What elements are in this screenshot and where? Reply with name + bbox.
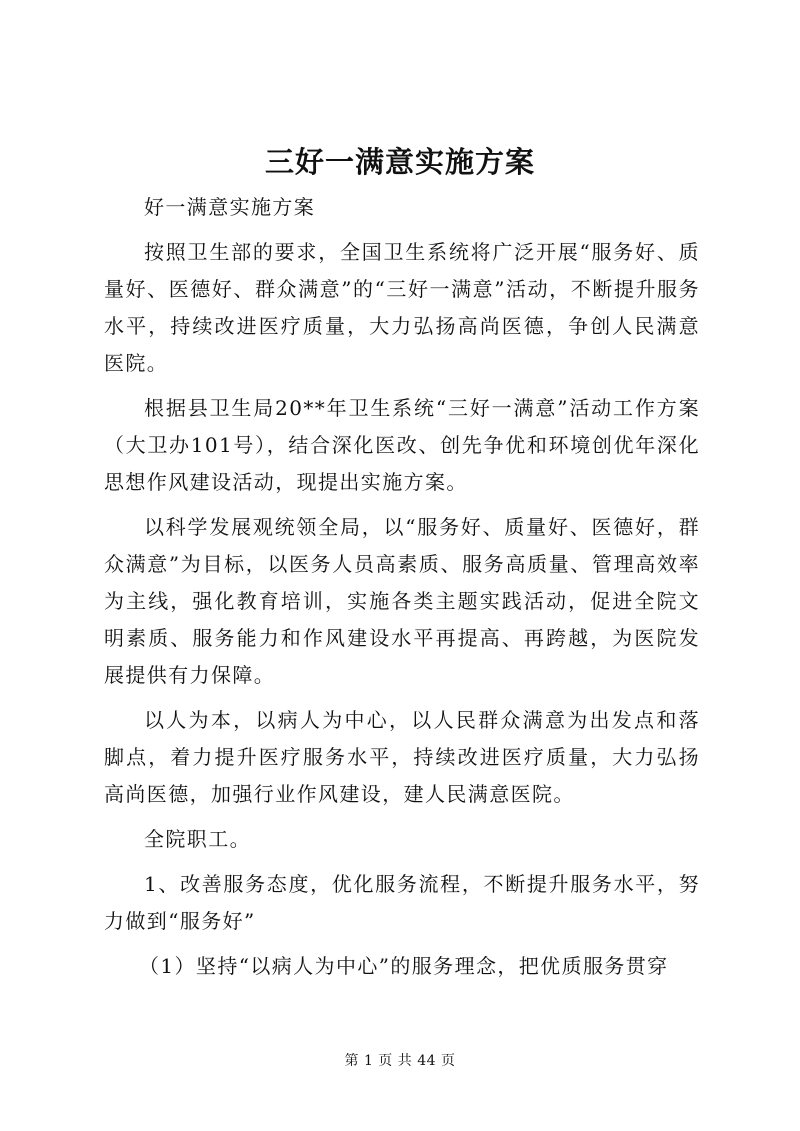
paragraph-item-1: 1、改善服务态度，优化服务流程，不断提升服务水平，努力做到“服务好” xyxy=(104,871,700,933)
document-body xyxy=(104,189,700,985)
paragraph-background: 按照卫生部的要求，全国卫生系统将广泛开展“服务好、质量好、医德好、群众满意”的“三好一满意”活动，不断提升服务水平，持续改进医疗质量，大力弘扬高尚医德，争创人民满意医院。 xyxy=(104,239,700,376)
paragraph-guiding-ideology: 以科学发展观统领全局，以“服务好、质量好、医德好，群众满意”为目标，以医务人员高素质、服务高质量、管理高效率为主线，强化教育培训，实施各类主题实践活动，促进全院文明素质、服务能力和作风建设水平再提高、再跨越，为医院发展提供有力保障。 xyxy=(104,514,700,688)
paragraph-scope: 全院职工。 xyxy=(144,826,251,851)
paragraph-principles: 以人为本，以病人为中心，以人民群众满意为出发点和落脚点，着力提升医疗服务水平，持续改进医疗质量，大力弘扬高尚医德，加强行业作风建设，建人民满意医院。 xyxy=(104,707,700,807)
paragraph-basis: 根据县卫生局20**年卫生系统“三好一满意”活动工作方案（大卫办101号），结合深化医改、创先争优和环境创优年深化思想作风建设活动，现提出实施方案。 xyxy=(104,395,700,495)
document-title: 三好一满意实施方案 xyxy=(264,145,535,179)
paragraph-item-1-1: （1）坚持“以病人为中心”的服务理念，把优质服务贯穿 xyxy=(139,953,669,978)
page-number-footer: 第 1 页 共 44 页 xyxy=(344,1053,456,1069)
paragraph-subtitle: 好一满意实施方案 xyxy=(144,195,316,219)
